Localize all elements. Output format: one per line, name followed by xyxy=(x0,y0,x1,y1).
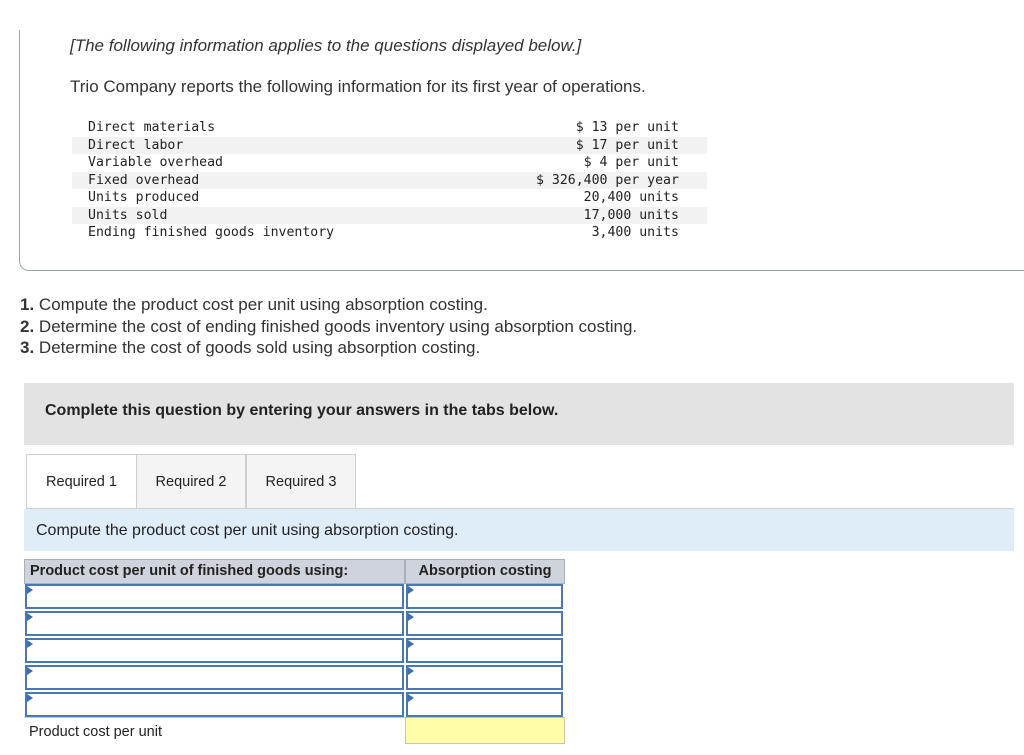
amount-input-cell[interactable] xyxy=(406,665,563,690)
info-row xyxy=(72,119,707,137)
dropdown-marker-icon xyxy=(408,640,414,648)
tab-required-3[interactable]: Required 3 xyxy=(246,454,356,508)
description-input[interactable] xyxy=(27,640,402,661)
dropdown-marker-icon xyxy=(408,586,414,594)
dropdown-marker-icon xyxy=(408,694,414,702)
info-table xyxy=(72,119,707,242)
amount-input[interactable] xyxy=(408,586,561,607)
info-value: 3,400 units xyxy=(591,225,679,240)
dropdown-marker-icon xyxy=(27,667,33,675)
question-list xyxy=(20,294,637,359)
dropdown-marker-icon xyxy=(27,613,33,621)
info-row xyxy=(72,189,707,207)
question-item xyxy=(20,337,637,359)
total-label: Product cost per unit xyxy=(29,724,162,740)
total-cell[interactable] xyxy=(405,717,565,744)
description-input-cell[interactable] xyxy=(25,638,404,663)
complete-instruction-bar xyxy=(24,383,1014,445)
tab-required-1[interactable]: Required 1 xyxy=(26,454,137,510)
tab-instruction-text: Compute the product cost per unit using absorption costing. xyxy=(36,522,459,539)
intro-note: [The following information applies to the questions displayed below.] xyxy=(70,36,582,55)
info-label: Fixed overhead xyxy=(72,172,520,190)
info-value: $ 4 per unit xyxy=(583,155,679,170)
question-item xyxy=(20,294,637,316)
info-row xyxy=(72,172,707,190)
amount-input[interactable] xyxy=(408,613,561,634)
info-value: $ 13 per unit xyxy=(575,120,679,135)
description-input-cell[interactable] xyxy=(25,611,404,636)
info-label: Ending finished goods inventory xyxy=(88,225,335,240)
complete-instruction-text: Complete this question by entering your answers in the tabs below. xyxy=(45,402,559,419)
column-header-description: Product cost per unit of finished goods using: xyxy=(24,559,405,584)
dropdown-marker-icon xyxy=(408,667,414,675)
info-row xyxy=(72,224,707,242)
question-number: 1. xyxy=(20,295,35,314)
tab-instruction-bar xyxy=(24,509,1014,551)
amount-input-cell[interactable] xyxy=(406,584,563,609)
description-input-cell[interactable] xyxy=(25,584,404,609)
amount-input[interactable] xyxy=(408,667,561,688)
info-value: $ 17 per unit xyxy=(520,137,707,155)
info-label: Units produced xyxy=(88,190,200,205)
info-value: $ 326,400 per year xyxy=(520,172,707,190)
dropdown-marker-icon xyxy=(27,694,33,702)
info-label: Direct materials xyxy=(88,120,216,135)
description-input[interactable] xyxy=(27,667,402,688)
info-value: 17,000 units xyxy=(520,207,707,225)
amount-input-cell[interactable] xyxy=(406,692,563,717)
amount-input[interactable] xyxy=(408,640,561,661)
info-row xyxy=(72,154,707,172)
dropdown-marker-icon xyxy=(27,586,33,594)
question-item xyxy=(20,316,637,338)
question-text: Determine the cost of goods sold using absorption costing. xyxy=(38,338,481,357)
description-input-cell[interactable] xyxy=(25,665,404,690)
amount-input[interactable] xyxy=(408,694,561,715)
info-label: Variable overhead xyxy=(88,155,223,170)
question-text: Determine the cost of ending finished goods inventory using absorption costing. xyxy=(38,316,638,336)
amount-input-cell[interactable] xyxy=(406,638,563,663)
amount-input-cell[interactable] xyxy=(406,611,563,636)
dropdown-marker-icon xyxy=(408,613,414,621)
info-row xyxy=(72,207,707,225)
answer-table xyxy=(24,559,565,745)
question-text: Compute the product cost per unit using absorption costing. xyxy=(38,295,488,314)
description-input-cell[interactable] xyxy=(25,692,404,717)
info-row xyxy=(72,137,707,155)
tab-required-2[interactable]: Required 2 xyxy=(136,454,246,508)
question-number: 2. xyxy=(20,316,35,336)
description-input[interactable] xyxy=(27,694,402,715)
intro-text: Trio Company reports the following information for its first year of operations. xyxy=(70,77,646,96)
total-input[interactable] xyxy=(406,718,564,743)
info-label: Direct labor xyxy=(72,137,520,155)
dropdown-marker-icon xyxy=(27,640,33,648)
info-label: Units sold xyxy=(72,207,520,225)
info-value: 20,400 units xyxy=(583,190,679,205)
question-number: 3. xyxy=(20,338,35,357)
column-header-absorption-costing: Absorption costing xyxy=(405,559,565,584)
description-input[interactable] xyxy=(27,586,402,607)
description-input[interactable] xyxy=(27,613,402,634)
